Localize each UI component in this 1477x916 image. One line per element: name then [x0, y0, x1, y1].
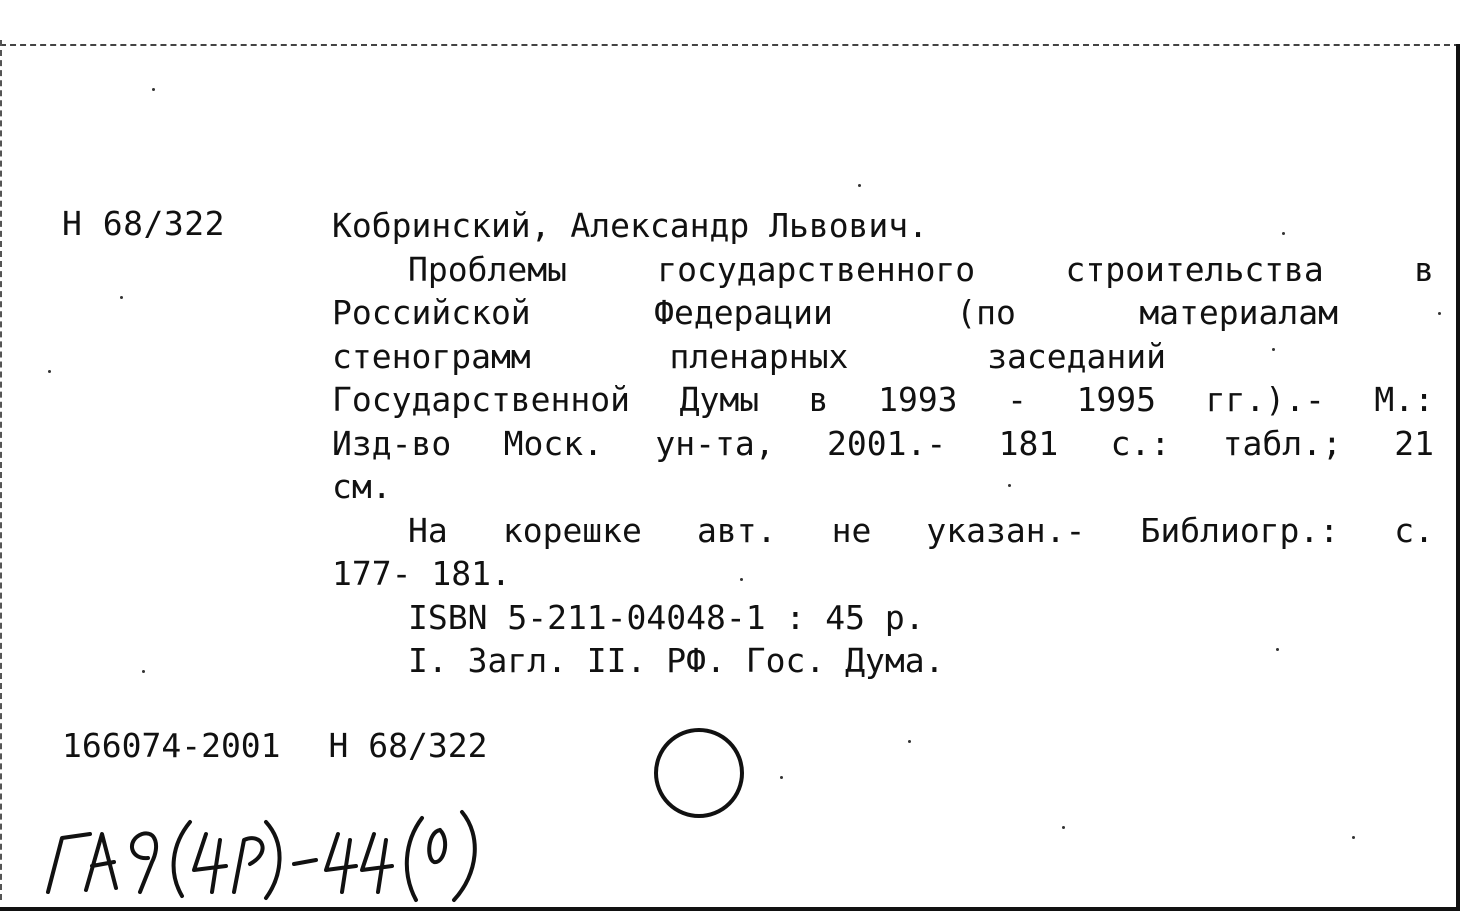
speck — [1438, 312, 1441, 315]
card-top-border — [0, 44, 1460, 46]
call-number: Н 68/322 — [62, 204, 225, 243]
card-bottom-border — [0, 907, 1460, 911]
speck — [858, 184, 861, 187]
speck — [908, 740, 911, 743]
handwritten-mark — [30, 800, 490, 904]
speck — [1282, 232, 1285, 235]
isbn-line: ISBN 5-211-04048-1 : 45 р. — [408, 597, 925, 637]
speck — [142, 670, 145, 673]
speck — [48, 370, 51, 373]
bibliographic-entry — [332, 204, 1434, 683]
author-heading: Кобринский, Александр Львович. — [332, 206, 929, 245]
card-left-border — [0, 40, 2, 900]
footer-call-number: Н 68/322 — [328, 726, 488, 765]
note-line-1: На корешке авт. не указан.- Библиогр.: с. — [408, 510, 1434, 550]
title-line-1: Проблемы государственного строительства в — [408, 249, 1434, 289]
stamp-circle — [654, 728, 744, 818]
speck — [120, 296, 123, 299]
speck — [1352, 836, 1355, 839]
title-line-3: стенограмм пленарных заседаний — [332, 336, 1166, 376]
speck — [1008, 484, 1011, 487]
note-line-2: 177- 181. — [332, 554, 511, 593]
speck — [740, 578, 743, 581]
accession-number: 166074-2001 — [62, 726, 281, 765]
title-line-6: см. — [332, 467, 392, 506]
card-right-border — [1456, 44, 1460, 910]
title-line-4: Государственной Думы в 1993 - 1995 гг.).- М.: — [332, 380, 1434, 419]
speck — [780, 776, 783, 779]
speck — [1062, 826, 1065, 829]
card-footer — [62, 726, 536, 765]
speck — [1272, 348, 1275, 351]
speck — [1276, 648, 1279, 651]
title-line-5: Изд-во Моск. ун-та, 2001.- 181 с.: табл.; 21 — [332, 423, 1434, 463]
speck — [152, 88, 155, 91]
tracings-line: I. Загл. II. РФ. Гос. Дума. — [408, 641, 945, 680]
title-line-2: Российской Федерации (по материалам — [332, 293, 1338, 332]
